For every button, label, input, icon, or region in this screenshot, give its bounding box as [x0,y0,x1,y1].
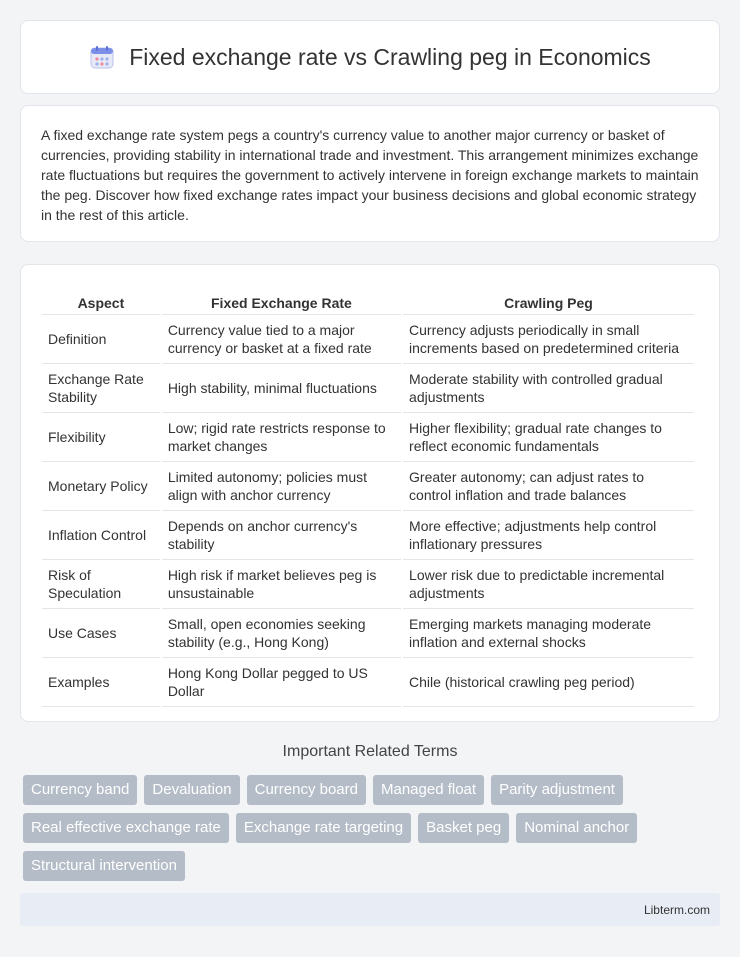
table-row [42,315,694,364]
row-crawling: Lower risk due to predictable incremental adjustments [403,560,694,609]
page-title: Fixed exchange rate vs Crawling peg in Economics [129,43,651,70]
row-aspect: Exchange Rate Stability [42,364,160,413]
intro-card [20,105,720,242]
row-aspect: Flexibility [42,413,160,462]
row-aspect: Examples [42,658,160,707]
row-fixed: Depends on anchor currency's stability [162,511,401,560]
header-aspect: Aspect [42,285,160,315]
row-fixed: High risk if market believes peg is unsustainable [162,560,401,609]
row-fixed: Small, open economies seeking stability (e.g., Hong Kong) [162,609,401,658]
intro-text: A fixed exchange rate system pegs a country's currency value to another major currency or basket of currencies, providing stability in international trade and investment. This arrangement minimizes exchange rate fluctuations but requires the government to actively intervene in foreign exchange markets to maintain the peg. Discover how fixed exchange rates impact your business decisions and global economic strategy in the rest of this article. [41,127,699,223]
row-crawling: Greater autonomy; can adjust rates to control inflation and trade balances [403,462,694,511]
comparison-table [40,285,696,707]
tag-devaluation[interactable]: Devaluation [144,775,239,805]
row-aspect: Risk of Speculation [42,560,160,609]
calendar-grid-icon [89,44,115,70]
row-fixed: Low; rigid rate restricts response to market changes [162,413,401,462]
related-terms-list [23,775,723,881]
row-crawling: Chile (historical crawling peg period) [403,658,694,707]
row-crawling: Currency adjusts periodically in small increments based on predetermined criteria [403,315,694,364]
header-card [20,20,720,94]
comparison-table-card [20,264,720,722]
tag-exchange-rate-targeting[interactable]: Exchange rate targeting [236,813,411,843]
table-row [42,462,694,511]
row-aspect: Inflation Control [42,511,160,560]
row-fixed: Currency value tied to a major currency or basket at a fixed rate [162,315,401,364]
table-row [42,609,694,658]
tag-currency-board[interactable]: Currency board [247,775,366,805]
row-crawling: Higher flexibility; gradual rate changes to reflect economic fundamentals [403,413,694,462]
table-row [42,364,694,413]
tag-currency-band[interactable]: Currency band [23,775,137,805]
tag-nominal-anchor[interactable]: Nominal anchor [516,813,637,843]
row-fixed: High stability, minimal fluctuations [162,364,401,413]
header-fixed-exchange-rate: Fixed Exchange Rate [162,285,401,315]
row-fixed: Limited autonomy; policies must align with anchor currency [162,462,401,511]
row-aspect: Use Cases [42,609,160,658]
row-crawling: More effective; adjustments help control inflationary pressures [403,511,694,560]
footer [20,893,720,926]
table-row [42,511,694,560]
tag-managed-float[interactable]: Managed float [373,775,484,805]
row-aspect: Monetary Policy [42,462,160,511]
row-crawling: Emerging markets managing moderate inflation and external shocks [403,609,694,658]
table-row [42,560,694,609]
table-header-row [42,285,694,315]
related-terms-title: Important Related Terms [282,743,458,760]
row-crawling: Moderate stability with controlled gradual adjustments [403,364,694,413]
footer-site-link[interactable]: Libterm.com [643,902,710,917]
row-fixed: Hong Kong Dollar pegged to US Dollar [162,658,401,707]
table-row [42,658,694,707]
header-crawling-peg: Crawling Peg [403,285,694,315]
row-aspect: Definition [42,315,160,364]
table-row [42,413,694,462]
tag-structural-intervention[interactable]: Structural intervention [23,851,185,881]
tag-basket-peg[interactable]: Basket peg [418,813,509,843]
tag-real-effective-exchange-rate[interactable]: Real effective exchange rate [23,813,229,843]
tag-parity-adjustment[interactable]: Parity adjustment [491,775,623,805]
